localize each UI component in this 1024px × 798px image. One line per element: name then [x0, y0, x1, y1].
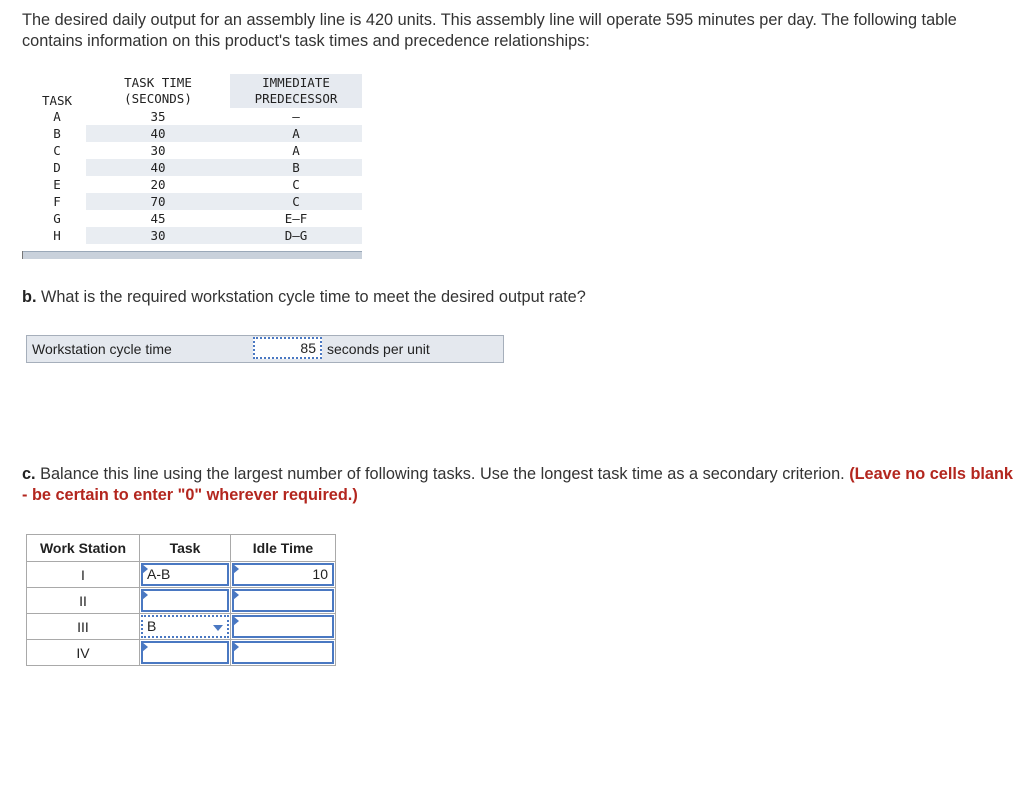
table-bottom-cap	[22, 251, 23, 259]
header-task-time-line2: (SECONDS)	[124, 91, 192, 106]
task-time: 70	[86, 193, 230, 210]
question-c-text: Balance this line using the largest number of following tasks. Use the longest task time as a secondary criterion.	[40, 465, 845, 483]
task-name: A	[53, 109, 61, 124]
header-idle-time: Idle Time	[231, 535, 336, 562]
task-name: F	[28, 193, 86, 210]
task-input[interactable]	[141, 589, 229, 612]
task-predecessor: A	[230, 125, 362, 142]
task-row-h	[28, 227, 362, 244]
balance-header-row	[27, 535, 336, 562]
cycle-time-row	[26, 335, 504, 363]
task-input[interactable]	[141, 563, 229, 586]
header-task: Task	[140, 535, 231, 562]
balance-row-i	[27, 562, 336, 588]
header-predecessor-line1: IMMEDIATE	[262, 75, 330, 90]
question-c-label: c.	[22, 465, 36, 483]
input-flag-icon	[233, 590, 239, 600]
task-row-f	[28, 193, 362, 210]
task-name: D	[28, 159, 86, 176]
idle-time-input[interactable]	[232, 641, 334, 664]
task-row-b	[28, 125, 362, 142]
task-table-header	[28, 74, 362, 108]
question-c-instruction: (Leave no cells blank - be certain to enter "0" wherever required.)	[22, 465, 1013, 504]
header-predecessor	[230, 74, 362, 108]
question-b-label: b.	[22, 288, 37, 306]
task-time: 20	[150, 177, 166, 192]
task-name: E	[53, 177, 61, 192]
input-flag-icon	[142, 642, 148, 652]
table-bottom-rule	[22, 251, 362, 259]
station-label: II	[27, 588, 140, 614]
task-time: 40	[86, 125, 230, 142]
balance-row-iii	[27, 614, 336, 640]
header-task-time	[86, 74, 230, 108]
cycle-time-unit: seconds per unit	[327, 341, 430, 357]
task-name: H	[28, 227, 86, 244]
task-predecessor: A	[292, 143, 300, 158]
task-predecessor: B	[230, 159, 362, 176]
task-time: 40	[86, 159, 230, 176]
idle-time-input[interactable]	[232, 589, 334, 612]
task-row-c	[28, 142, 362, 159]
question-b	[22, 287, 586, 308]
task-dropdown-value: B	[147, 618, 157, 634]
input-flag-icon	[142, 590, 148, 600]
idle-time-input[interactable]	[232, 615, 334, 638]
balance-row-iv	[27, 640, 336, 666]
task-predecessor: D–G	[230, 227, 362, 244]
station-label: III	[27, 614, 140, 640]
problem-intro: The desired daily output for an assembly line is 420 units. This assembly line will operate 595 minutes per day. The following table contains information on this product's task times and precedence relationships:	[22, 11, 957, 50]
task-predecessor: —	[292, 109, 300, 124]
input-flag-icon	[233, 642, 239, 652]
task-name: B	[28, 125, 86, 142]
header-work-station: Work Station	[27, 535, 140, 562]
task-time: 30	[86, 227, 230, 244]
task-time: 45	[150, 211, 166, 226]
task-row-g	[28, 210, 362, 227]
task-input[interactable]	[141, 641, 229, 664]
question-c	[22, 464, 1017, 506]
cycle-time-label: Workstation cycle time	[32, 341, 172, 357]
idle-time-value: 10	[312, 566, 328, 582]
task-time: 35	[150, 109, 166, 124]
header-task: TASK	[28, 74, 86, 108]
idle-time-input[interactable]	[232, 563, 334, 586]
task-row-d	[28, 159, 362, 176]
task-predecessor: E–F	[284, 211, 308, 226]
task-predecessor: C	[230, 193, 362, 210]
input-flag-icon	[142, 564, 148, 574]
input-flag-icon	[233, 616, 239, 626]
task-name: G	[53, 211, 61, 226]
input-flag-icon	[233, 564, 239, 574]
line-balance-table	[26, 534, 336, 666]
question-b-text: What is the required workstation cycle time to meet the desired output rate?	[41, 288, 586, 306]
task-table	[28, 74, 362, 244]
task-input-value: A-B	[147, 566, 171, 582]
station-label: I	[27, 562, 140, 588]
station-label: IV	[27, 640, 140, 666]
cycle-time-input[interactable]: 85	[253, 337, 322, 359]
task-predecessor: C	[292, 177, 300, 192]
dropdown-arrow-icon[interactable]	[213, 625, 223, 631]
task-row-a	[28, 108, 362, 125]
task-dropdown[interactable]	[141, 615, 229, 638]
task-time: 30	[150, 143, 166, 158]
task-row-e	[28, 176, 362, 193]
task-name: C	[53, 143, 61, 158]
header-task-time-line1: TASK TIME	[124, 75, 192, 90]
balance-row-ii	[27, 588, 336, 614]
header-predecessor-line2: PREDECESSOR	[254, 91, 338, 106]
